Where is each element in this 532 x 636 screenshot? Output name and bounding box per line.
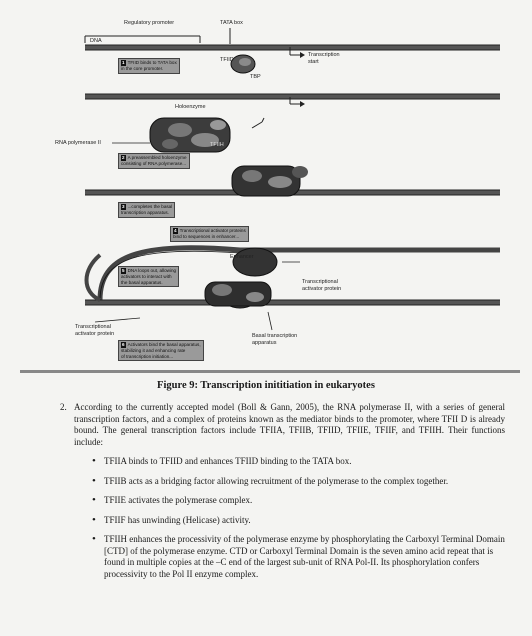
label-tbp: TBP <box>250 74 261 80</box>
step-3-box: 3 ...completes the basal transcription apparatus. <box>118 202 175 218</box>
label-enhancer: Enhancer <box>230 254 254 260</box>
list-item: • TFIIF has unwinding (Helicase) activity. <box>92 515 505 527</box>
label-rna-polymerase: RNA polymerase II <box>55 140 101 146</box>
step-6-box: 6 Activators bind the basal apparatus, stabilizing it and enhancing rate of transcription initiation... <box>118 340 204 361</box>
function-list <box>60 456 505 580</box>
figure-caption: Figure 9: Transcription inititiation in eukaryotes <box>157 380 375 391</box>
body-text <box>60 402 505 580</box>
dna-strand-2 <box>85 94 500 99</box>
basal-complex-3 <box>232 166 308 196</box>
label-holoenzyme: Holoenzyme <box>175 104 206 110</box>
tfiid-complex <box>231 55 255 73</box>
list-item: • TFIIB acts as a bridging factor allowing recruitment of the polymerase to the complex together. <box>92 476 505 488</box>
label-regulatory-promoter: Regulatory promoter <box>124 20 175 26</box>
label-tfiid: TFIID <box>220 57 234 63</box>
step-5-box: 5 DNA loops out, allowing activators to interact with the basal apparatus. <box>118 266 179 287</box>
step-4-box: 4 Transcriptional activator proteins bind to sequences in enhancer... <box>170 226 249 242</box>
paragraph-number: 2. <box>60 402 67 412</box>
label-tata-box: TATA box <box>220 20 243 26</box>
step-1-box: 1 TFIID binds to TATA box in the core promoter. <box>118 58 180 74</box>
step-2-box: 2 A preassembled holoenzyme consisting of RNA polymerase... <box>118 153 190 169</box>
label-tfiih: TFIIH <box>210 142 224 148</box>
list-item: • TFIIA binds to TFIID and enhances TFIID binding to the TATA box. <box>92 456 505 468</box>
label-dna: DNA <box>90 38 102 44</box>
label-activator-proteins: Transcriptional activator protein <box>302 279 342 292</box>
label-activator-protein-left: Transcriptional activator protein <box>75 324 115 337</box>
list-item: • TFIIE activates the polymerase complex. <box>92 495 505 507</box>
dna-strand-1 <box>85 45 500 50</box>
label-transcription-start: Transcription start <box>308 52 340 65</box>
paragraph-text: According to the currently accepted model (Boll & Gann, 2005), the RNA polymerase II, with a series of general transcription factors, and a complex of proteins known as the mediator binds to the promoter, where TFII D is already bound. The general transcription factors include TFIIA, TFIIB, TFIID, TFIIE, TFIIF, and TFIIH. Their functions include: <box>74 402 505 447</box>
list-item: • TFIIH enhances the processivity of the polymerase enzyme by phosphorylating the Carboxyl Terminal Domain [CTD] of the polymerase enzyme. CTD or Carboxyl Terminal Domain is the seven amino acid repeat that is found in multiple copies at the –C end of the largest sub-unit of RNA Pol-II. Its phosphorylation confers processivity to the Pol II enzyme complex. <box>92 534 505 580</box>
label-basal-apparatus: Basal transcription apparatus <box>252 333 298 346</box>
paragraph-2 <box>60 402 505 448</box>
